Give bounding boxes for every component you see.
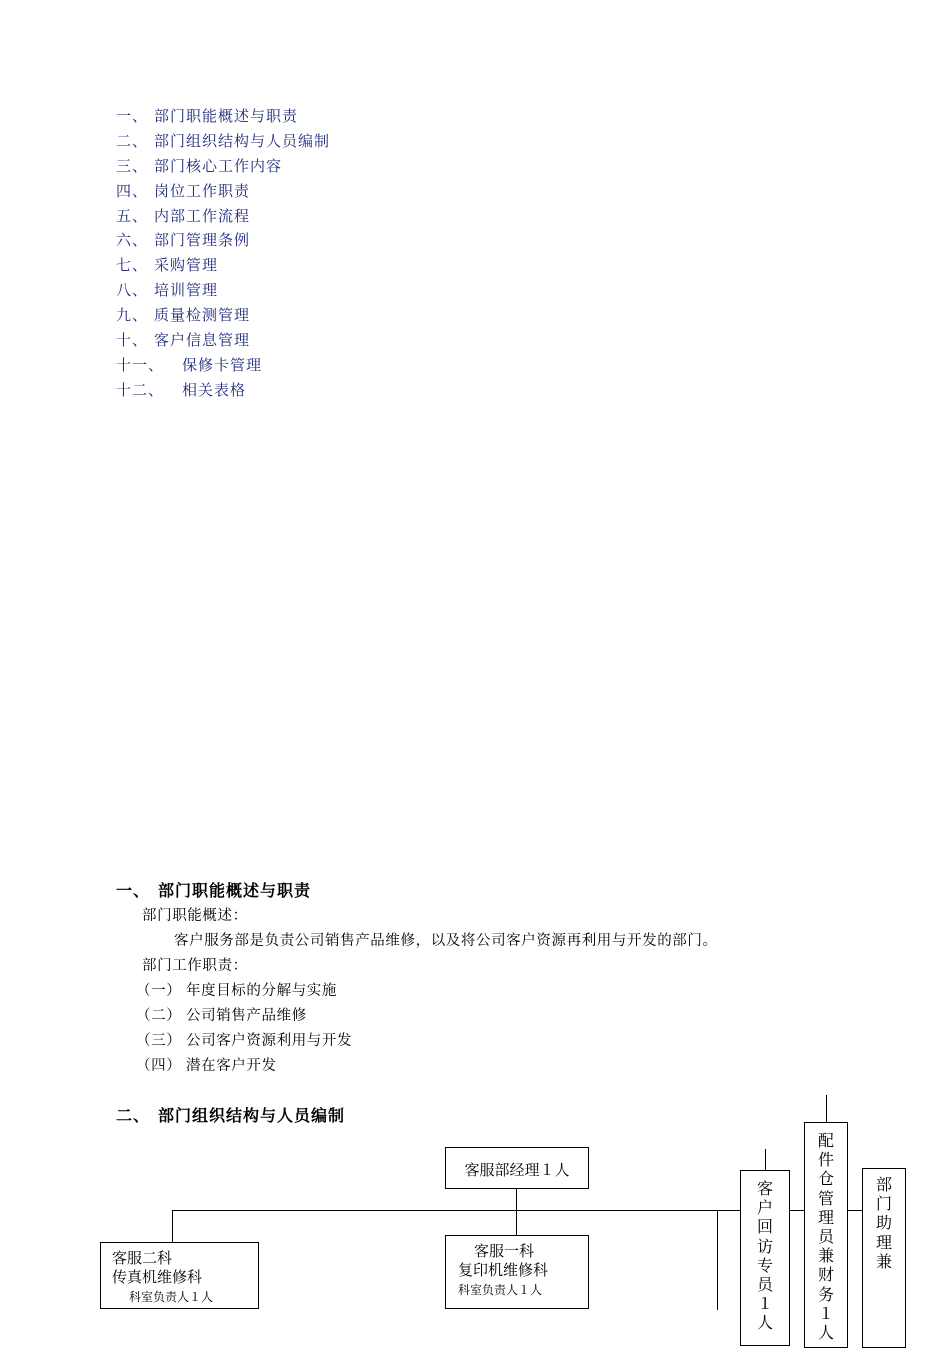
duty-text: 年度目标的分解与实施 — [186, 983, 337, 999]
duty-number: （一） — [136, 983, 182, 999]
toc-label: 培训管理 — [154, 281, 219, 300]
dept2-box — [100, 1242, 259, 1309]
toc-label: 保修卡管理 — [182, 355, 263, 374]
toc-number: 六、 — [116, 231, 149, 250]
parts-manager-label: 配件仓管理员兼财务１人 — [817, 1131, 834, 1343]
section1-number: 一、 — [116, 881, 151, 900]
connector-line — [516, 1210, 517, 1235]
toc-label: 客户信息管理 — [154, 331, 251, 350]
toc-label: 内部工作流程 — [154, 206, 251, 225]
dept1-head: 科室负责人１人 — [458, 1283, 543, 1297]
toc-label: 部门核心工作内容 — [154, 156, 283, 175]
section2-number: 二、 — [116, 1106, 151, 1125]
duty-number: （四） — [136, 1058, 182, 1074]
dept1-name: 客服一科 — [474, 1242, 535, 1260]
dept1-box — [445, 1235, 589, 1309]
duty-text: 公司客户资源利用与开发 — [186, 1033, 353, 1049]
toc-number: 九、 — [116, 306, 149, 325]
connector-line — [516, 1189, 517, 1210]
manager-label: 客服部经理１人 — [464, 1161, 570, 1179]
toc-label: 部门组织结构与人员编制 — [154, 131, 331, 150]
toc-number: 四、 — [116, 181, 149, 200]
toc-label: 相关表格 — [182, 380, 247, 399]
duty-text: 潜在客户开发 — [186, 1058, 277, 1074]
duty-number: （二） — [136, 1008, 182, 1024]
toc-label: 部门职能概述与职责 — [154, 107, 299, 125]
toc-number: 八、 — [116, 281, 149, 300]
overview-label: 部门职能概述： — [142, 908, 248, 924]
toc-label: 岗位工作职责 — [154, 181, 251, 200]
toc-number: 十二、 — [116, 380, 165, 399]
connector-line — [172, 1210, 173, 1242]
toc-number: 十一、 — [116, 355, 165, 374]
manager-box — [445, 1147, 589, 1189]
dept1-subname: 复印机维修科 — [458, 1261, 549, 1279]
dept2-subname: 传真机维修科 — [112, 1268, 203, 1286]
duty-text: 公司销售产品维修 — [186, 1008, 307, 1024]
toc-number: 二、 — [116, 131, 149, 150]
toc-label: 采购管理 — [154, 256, 219, 275]
connector-line — [717, 1210, 718, 1310]
toc-number: 十、 — [116, 331, 149, 350]
section2-title: 部门组织结构与人员编制 — [158, 1106, 346, 1125]
parts-manager-box — [804, 1122, 848, 1348]
duties-label: 部门工作职责： — [142, 958, 248, 974]
toc-label: 部门管理条例 — [154, 231, 251, 250]
toc-number: 一、 — [116, 107, 149, 125]
toc-number: 五、 — [116, 206, 149, 225]
duty-number: （三） — [136, 1033, 182, 1049]
visit-specialist-label: 客户回访专员１人 — [756, 1179, 773, 1333]
connector-line — [765, 1149, 766, 1171]
dept2-name: 客服二科 — [112, 1249, 173, 1267]
overview-text: 客户服务部是负责公司销售产品维修，以及将公司客户资源再利用与开发的部门。 — [174, 933, 718, 949]
visit-specialist-box — [740, 1170, 790, 1346]
toc-number: 三、 — [116, 156, 149, 175]
dept2-head: 科室负责人１人 — [129, 1290, 214, 1304]
connector-line — [826, 1095, 827, 1123]
assistant-label: 部门助理兼 — [875, 1175, 892, 1271]
toc-number: 七、 — [116, 256, 149, 275]
section1-title: 部门职能概述与职责 — [158, 881, 312, 900]
toc-label: 质量检测管理 — [154, 306, 251, 325]
assistant-box — [862, 1168, 906, 1348]
